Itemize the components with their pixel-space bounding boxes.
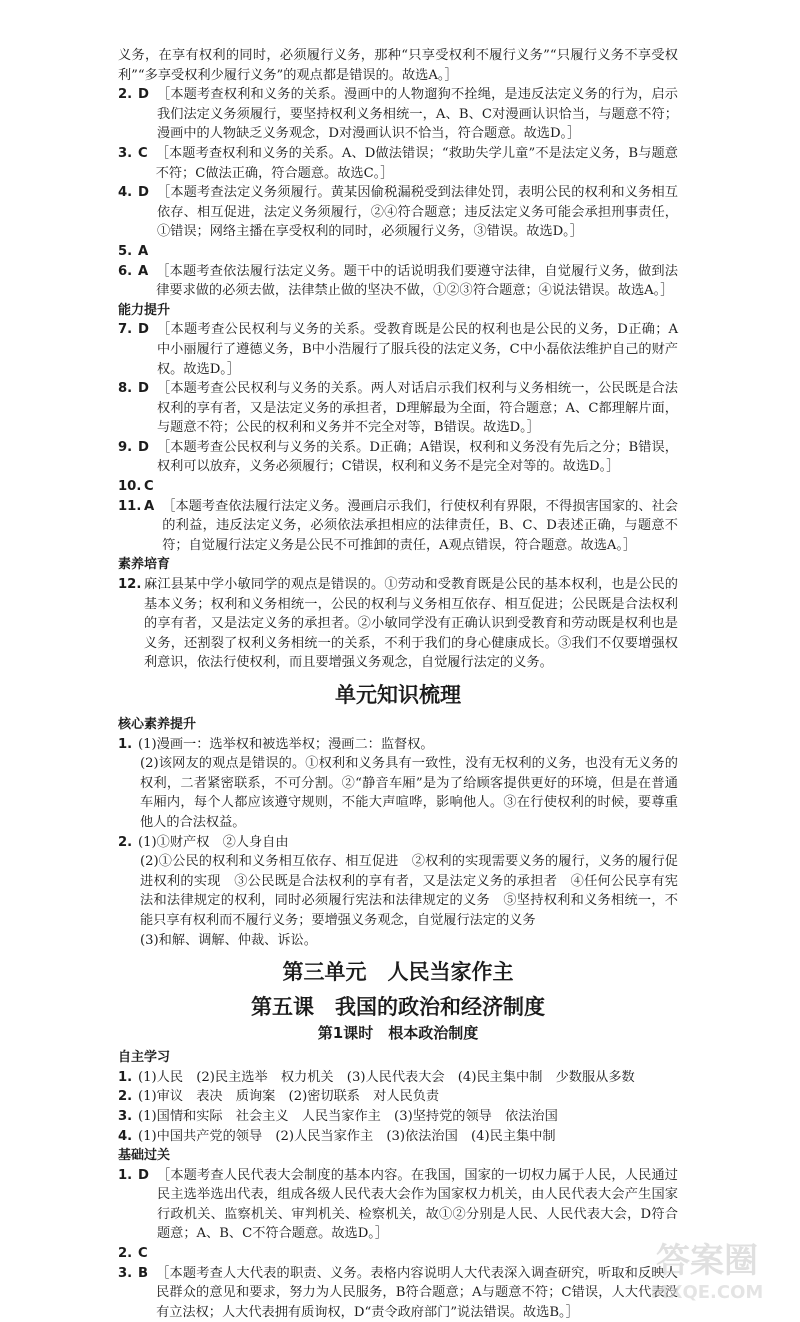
- self-item-4: [118, 1127, 678, 1147]
- item-answer: D: [138, 1167, 149, 1183]
- item-explanation: ［本题考查公民权利与义务的关系。D正确；A错误，权利和义务没有先后之分；B错误，权利可以放弃，义务必须履行；C错误，权利和义务不是完全对等的。故选D。］: [156, 439, 678, 475]
- self-item-1: [118, 1068, 678, 1088]
- self-item-3: [118, 1107, 678, 1127]
- item-number: 4.: [118, 185, 133, 201]
- continuation-text: 义务，在享有权利的同时，必须履行义务，那种“只享受权利不履行义务”“只履行义务不享受权利”“多享受权利少履行义务”的观点都是错误的。故选A。］: [118, 48, 678, 83]
- answer-item-8: [118, 379, 678, 438]
- answer-item-4: [118, 183, 678, 242]
- item-answer: D: [138, 322, 149, 338]
- item-number: 4.: [118, 1128, 133, 1144]
- heading-unit-review: 单元知识梳理: [335, 683, 461, 707]
- watermark-url: MXQE.COM: [650, 1282, 764, 1303]
- item-explanation: ［本题考查公民权利与义务的关系。两人对话启示我们权利与义务相统一，公民既是合法权利的享有者，又是法定义务的承担者，D理解最为全面，符合题意；A、C都理解片面，与题意不符；公民的权利和义务并不完全对等，B错误。故选D。］: [156, 381, 678, 436]
- item-explanation: ［本题考查依法履行法定义务。题干中的话说明我们要遵守法律，自觉履行义务，做到法律要求做的必须去做，法律禁止做的坚决不做，①②③符合题意；④说法错误。故选A。］: [156, 263, 678, 299]
- review-1-part-1: (1)漫画一：选举权和被选举权；漫画二：监督权。: [138, 736, 434, 752]
- review-1-part-2: (2)该网友的观点是错误的。①权利和义务具有一致性，没有无权利的义务，也没有无义务的权利，二者紧密联系，不可分割。②“静音车厢”是为了给顾客提供更好的环境，但是在普通车厢内，每个人都应该遵守规则，不能大声喧哗，影响他人。③在行使权利的时候，要尊重他人的合法权益。: [140, 756, 678, 830]
- item-explanation: ［本题考查依法履行法定义务。漫画启示我们，行使权利有界限，不得损害国家的、社会的利益，违反法定义务，必须依法承担相应的法律责任，B、C、D表述正确，与题意不符；自觉履行法定义务是公民不可推卸的责任，A观点错误，符合题意。故选A。］: [162, 498, 678, 553]
- review-2-part-3: (3)和解、调解、仲裁、诉讼。: [140, 932, 317, 948]
- item-answer: A: [144, 498, 155, 514]
- self-2-text: (1)审议 表决 质询案 (2)密切联系 对人民负责: [138, 1089, 440, 1105]
- item-explanation: ［本题考查法定义务须履行。黄某因偷税漏税受到法律处罚，表明公民的权利和义务相互依存、相互促进，法定义务须履行，②④符合题意；违反法定义务可能会承担刑事责任，①错误；网络主播在享受权利的同时，必须履行义务，③错误。故选D。］: [156, 185, 678, 240]
- self-4-text: (1)中国共产党的领导 (2)人民当家作主 (3)依法治国 (4)民主集中制: [138, 1128, 556, 1144]
- section-literacy: 素养培育: [118, 557, 171, 573]
- item-number: 1.: [118, 736, 133, 752]
- heading-lesson-five: 第五课 我国的政治和经济制度: [251, 994, 545, 1020]
- item-number: 9.: [118, 439, 133, 455]
- section-ability: 能力提升: [118, 302, 171, 318]
- review-item-2: [118, 833, 678, 853]
- item-number: 2.: [118, 1089, 133, 1105]
- item-number: 5.: [118, 243, 133, 259]
- answer-item-9: [118, 438, 678, 477]
- item-number: 2.: [118, 87, 133, 103]
- answer-page: [118, 46, 678, 1322]
- basic-item-2: [118, 1244, 678, 1264]
- section-core-literacy: 核心素养提升: [118, 717, 197, 732]
- item-number: 2.: [118, 834, 133, 850]
- item-explanation: ［本题考查人民代表大会制度的基本内容。在我国，国家的一切权力属于人民，人民通过民主选举选出代表，组成各级人民代表大会作为国家权力机关，由人民代表大会产生国家行政机关、监察机关、审判机关、检察机关，故①②分别是人民、人民代表大会，D符合题意；A、B、C不符合题意。故选D。］: [156, 1167, 678, 1242]
- self-3-text: (1)国情和实际 社会主义 人民当家作主 (3)坚持党的领导 依法治国: [138, 1108, 558, 1124]
- item-answer: D: [138, 381, 149, 397]
- item-number: 1.: [118, 1167, 133, 1183]
- answer-item-12: [118, 575, 678, 673]
- answer-item-7: [118, 320, 678, 379]
- item-number: 2.: [118, 1246, 133, 1262]
- item-number: 10.: [118, 479, 142, 495]
- heading-unit-three: 第三单元 人民当家作主: [282, 960, 514, 985]
- item-answer: D: [138, 439, 149, 455]
- watermark-text: 答案圈: [656, 1241, 758, 1281]
- item-number: 7.: [118, 322, 133, 338]
- item-explanation: 麻江县某中学小敏同学的观点是错误的。①劳动和受教育既是公民的基本权利，也是公民的基本义务；权利和义务相统一，公民的权利与义务相互依存、相互促进；公民既是合法权利的享有者，又是法定义务的承担者。②小敏同学没有正确认识到受教育和劳动既是权利也是义务，还割裂了权利义务相统一的关系，不利于我们的身心健康成长。③我们不仅要增强权利意识，依法行使权利，而且要增强义务观念，自觉履行法定的义务。: [144, 577, 678, 671]
- item-explanation: ［本题考查权利和义务的关系。A、D做法错误；“救助失学儿童”不是法定义务，B与题意不符；C做法正确，符合题意。故选C。］: [155, 145, 678, 181]
- answer-item-10: [118, 477, 678, 497]
- basic-item-3: [118, 1264, 678, 1322]
- answer-item-11: [118, 497, 678, 556]
- item-answer: D: [138, 185, 149, 201]
- item-answer: B: [138, 1265, 149, 1281]
- item-number: 6.: [118, 263, 133, 279]
- self-1-text: (1)人民 (2)民主选举 权力机关 (3)人民代表大会 (4)民主集中制 少数服从多数: [138, 1069, 635, 1085]
- review-item-1: [118, 735, 678, 755]
- answer-item-5: [118, 242, 678, 262]
- item-number: 8.: [118, 381, 133, 397]
- review-2-part-2: (2)①公民的权利和义务相互依存、相互促进 ②权利的实现需要义务的履行，义务的履行促进权利的实现 ③公民既是合法权利的享有者，又是法定义务的承担者 ④任何公民享有宪法和法律规定的权利，同时必须履行宪法和法律规定的义务 ⑤坚持权利和义务相统一，不能只享有权利而不履行义务；要增强义务观念，自觉履行法定的义务: [140, 854, 678, 928]
- item-explanation: ［本题考查人大代表的职责、义务。表格内容说明人大代表深入调查研究，听取和反映人民群众的意见和要求，努力为人民服务，B符合题意；A与题意不符；C错误，人大代表没有立法权；人大代表拥有质询权，D“责令政府部门”说法错误。故选B。］: [156, 1265, 678, 1320]
- section-basic: 基础过关: [118, 1148, 171, 1164]
- item-answer: A: [138, 243, 149, 259]
- item-answer: D: [138, 87, 149, 103]
- item-answer: C: [144, 479, 154, 495]
- section-self-study: 自主学习: [118, 1050, 171, 1066]
- heading-period-one: 第1课时 根本政治制度: [317, 1024, 479, 1043]
- review-2-part-1: (1)①财产权 ②人身自由: [138, 834, 289, 850]
- item-answer: C: [138, 145, 148, 161]
- item-number: 11.: [118, 498, 142, 514]
- self-item-2: [118, 1087, 678, 1107]
- item-answer: A: [138, 263, 149, 279]
- item-number: 3.: [118, 145, 133, 161]
- item-explanation: ［本题考查权利和义务的关系。漫画中的人物遛狗不拴绳，是违反法定义务的行为，启示我们法定义务须履行，要坚持权利义务相统一，A、B、C对漫画认识恰当，与题意不符；漫画中的人物缺乏义务观念，D对漫画认识不恰当，符合题意。故选D。］: [156, 87, 678, 142]
- item-answer: C: [138, 1246, 148, 1262]
- watermark-logo: [632, 1234, 782, 1304]
- item-number: 3.: [118, 1108, 133, 1124]
- item-number: 1.: [118, 1069, 133, 1085]
- answer-item-2: [118, 85, 678, 144]
- item-number: 12.: [118, 577, 142, 593]
- item-number: 3.: [118, 1265, 133, 1281]
- item-explanation: ［本题考查公民权利与义务的关系。受教育既是公民的权利也是公民的义务，D正确；A中小丽履行了遵德义务，B中小浩履行了服兵役的法定义务，C中小磊依法维护自己的财产权。故选D。］: [156, 322, 678, 377]
- answer-item-3: [118, 144, 678, 183]
- basic-item-1: [118, 1166, 678, 1244]
- answer-item-6: [118, 262, 678, 301]
